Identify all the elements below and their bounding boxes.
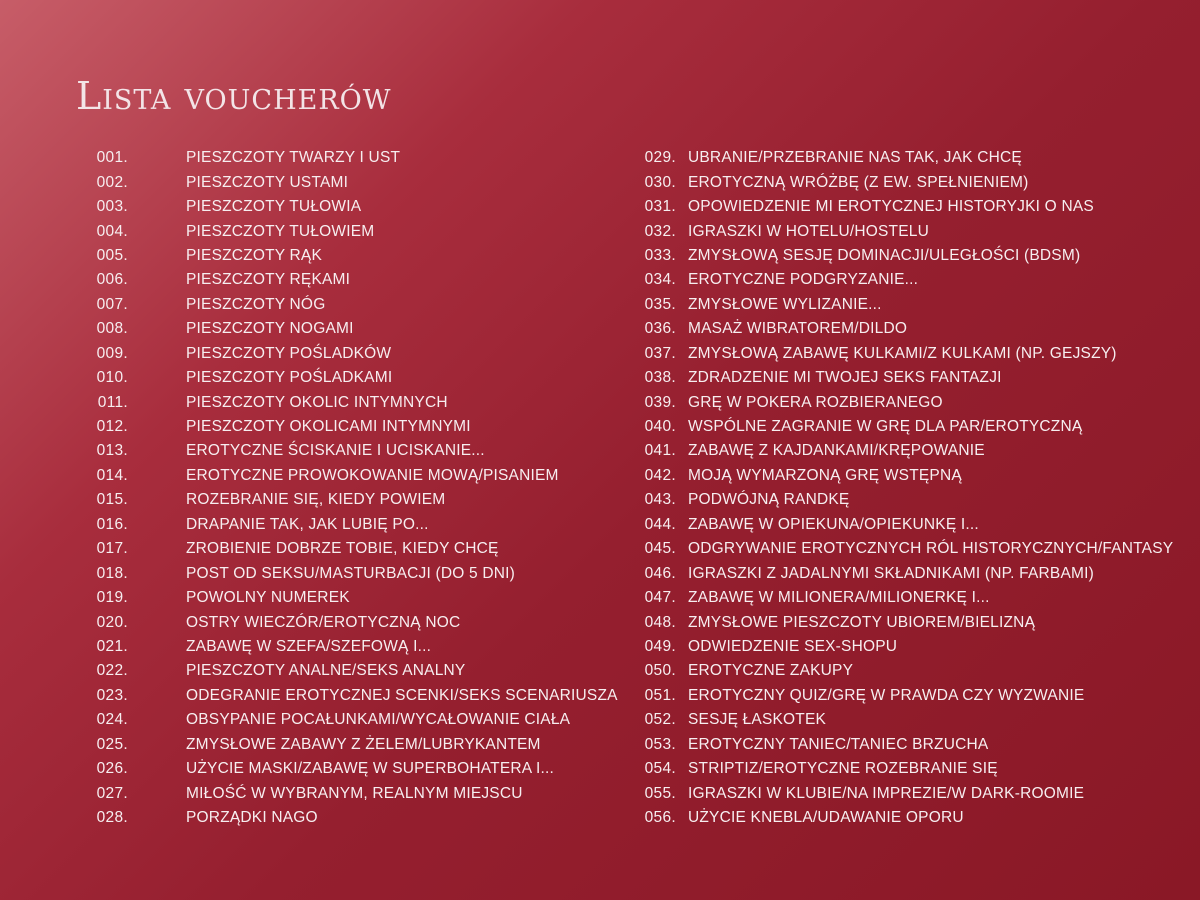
voucher-number: 025. bbox=[96, 735, 128, 753]
voucher-list-right bbox=[618, 146, 1173, 830]
voucher-number: 050. bbox=[644, 662, 676, 680]
voucher-number: 014. bbox=[96, 466, 128, 484]
voucher-list-left bbox=[70, 146, 618, 830]
voucher-number: 031. bbox=[644, 198, 676, 216]
voucher-text: ZABAWĘ W SZEFA/SZEFOWĄ I... bbox=[186, 637, 432, 655]
voucher-list-item bbox=[70, 366, 618, 390]
voucher-text: PIESZCZOTY OKOLIC INTYMNYCH bbox=[186, 393, 448, 411]
voucher-list-item bbox=[70, 439, 618, 463]
voucher-text: ZDRADZENIE MI TWOJEJ SEKS FANTAZJI bbox=[688, 369, 1002, 387]
voucher-number: 029. bbox=[644, 149, 676, 167]
voucher-text: PIESZCZOTY TUŁOWIEM bbox=[186, 222, 375, 240]
voucher-list-item bbox=[618, 170, 1173, 194]
voucher-list-item bbox=[618, 195, 1173, 219]
voucher-text: ZROBIENIE DOBRZE TOBIE, KIEDY CHCĘ bbox=[186, 540, 499, 558]
voucher-text: PIESZCZOTY USTAMI bbox=[186, 173, 349, 191]
voucher-list-item bbox=[70, 684, 618, 708]
voucher-number: 055. bbox=[644, 784, 676, 802]
voucher-number: 026. bbox=[96, 760, 128, 778]
voucher-number: 051. bbox=[644, 686, 676, 704]
voucher-number: 024. bbox=[96, 711, 128, 729]
voucher-text: PIESZCZOTY ANALNE/SEKS ANALNY bbox=[186, 662, 466, 680]
voucher-number: 009. bbox=[96, 344, 128, 362]
voucher-text: ZABAWĘ Z KAJDANKAMI/KRĘPOWANIE bbox=[688, 442, 985, 460]
voucher-list-item bbox=[70, 708, 618, 732]
voucher-text: ROZEBRANIE SIĘ, KIEDY POWIEM bbox=[186, 491, 446, 509]
voucher-text: ZMYSŁOWE ZABAWY Z ŻELEM/LUBRYKANTEM bbox=[186, 735, 541, 753]
voucher-list-item bbox=[618, 733, 1173, 757]
voucher-number: 007. bbox=[96, 295, 128, 313]
voucher-text: UŻYCIE MASKI/ZABAWĘ W SUPERBOHATERA I... bbox=[186, 760, 554, 778]
voucher-list-item bbox=[618, 806, 1173, 830]
voucher-number: 043. bbox=[644, 491, 676, 509]
voucher-list-item bbox=[618, 366, 1173, 390]
voucher-number: 039. bbox=[644, 393, 676, 411]
voucher-list-item bbox=[618, 586, 1173, 610]
voucher-text: IGRASZKI Z JADALNYMI SKŁADNIKAMI (NP. FARBAMI) bbox=[688, 564, 1094, 582]
voucher-number: 021. bbox=[96, 637, 128, 655]
voucher-list-item bbox=[70, 488, 618, 512]
voucher-list-item bbox=[618, 659, 1173, 683]
voucher-number: 040. bbox=[644, 418, 676, 436]
voucher-text: ZABAWĘ W MILIONERA/MILIONERKĘ I... bbox=[688, 589, 990, 607]
voucher-text: ODGRYWANIE EROTYCZNYCH RÓL HISTORYCZNYCH/FANTASY bbox=[688, 540, 1174, 558]
voucher-text: EROTYCZNY TANIEC/TANIEC BRZUCHA bbox=[688, 735, 989, 753]
voucher-text: PORZĄDKI NAGO bbox=[186, 809, 318, 827]
voucher-number: 030. bbox=[644, 173, 676, 191]
voucher-list-item bbox=[618, 439, 1173, 463]
voucher-text: SESJĘ ŁASKOTEK bbox=[688, 711, 827, 729]
voucher-list-item bbox=[70, 342, 618, 366]
voucher-list-item bbox=[618, 610, 1173, 634]
voucher-text: EROTYCZNE PODGRYZANIE... bbox=[688, 271, 919, 289]
voucher-text: EROTYCZNE ZAKUPY bbox=[688, 662, 854, 680]
voucher-list-item bbox=[70, 268, 618, 292]
voucher-number: 053. bbox=[644, 735, 676, 753]
voucher-list-item bbox=[70, 219, 618, 243]
voucher-number: 004. bbox=[96, 222, 128, 240]
voucher-list-item bbox=[70, 757, 618, 781]
voucher-number: 038. bbox=[644, 369, 676, 387]
voucher-list-item bbox=[70, 561, 618, 585]
voucher-text: ZABAWĘ W OPIEKUNA/OPIEKUNKĘ I... bbox=[688, 515, 979, 533]
voucher-number: 047. bbox=[644, 589, 676, 607]
voucher-number: 018. bbox=[96, 564, 128, 582]
voucher-list-item bbox=[70, 293, 618, 317]
voucher-text: OPOWIEDZENIE MI EROTYCZNEJ HISTORYJKI O NAS bbox=[688, 198, 1094, 216]
voucher-number: 013. bbox=[96, 442, 128, 460]
voucher-text: ZMYSŁOWĄ SESJĘ DOMINACJI/ULEGŁOŚCI (BDSM) bbox=[688, 246, 1081, 264]
voucher-number: 056. bbox=[644, 809, 676, 827]
voucher-list-item bbox=[70, 586, 618, 610]
voucher-number: 044. bbox=[644, 515, 676, 533]
page-title: Lista voucherów bbox=[76, 74, 392, 118]
voucher-number: 042. bbox=[644, 466, 676, 484]
voucher-text: ZMYSŁOWĄ ZABAWĘ KULKAMI/Z KULKAMI (NP. GEJSZY) bbox=[688, 344, 1117, 362]
voucher-number: 012. bbox=[96, 418, 128, 436]
voucher-list-item bbox=[618, 561, 1173, 585]
voucher-number: 019. bbox=[96, 589, 128, 607]
voucher-number: 001. bbox=[96, 149, 128, 167]
voucher-list-item bbox=[618, 244, 1173, 268]
voucher-number: 010. bbox=[96, 369, 128, 387]
voucher-list-item bbox=[618, 415, 1173, 439]
voucher-text: IGRASZKI W KLUBIE/NA IMPREZIE/W DARK-ROOMIE bbox=[688, 784, 1085, 802]
voucher-number: 016. bbox=[96, 515, 128, 533]
voucher-number: 005. bbox=[96, 246, 128, 264]
voucher-list-item bbox=[618, 342, 1173, 366]
voucher-number: 035. bbox=[644, 295, 676, 313]
voucher-text: EROTYCZNE ŚCISKANIE I UCISKANIE... bbox=[186, 442, 485, 460]
voucher-text: PODWÓJNĄ RANDKĘ bbox=[688, 491, 850, 509]
voucher-list-item bbox=[70, 781, 618, 805]
voucher-number: 045. bbox=[644, 540, 676, 558]
voucher-text: EROTYCZNE PROWOKOWANIE MOWĄ/PISANIEM bbox=[186, 466, 559, 484]
voucher-list-item bbox=[70, 659, 618, 683]
voucher-number: 034. bbox=[644, 271, 676, 289]
voucher-text: PIESZCZOTY NOGAMI bbox=[186, 320, 354, 338]
voucher-number: 049. bbox=[644, 637, 676, 655]
voucher-text: MIŁOŚĆ W WYBRANYM, REALNYM MIEJSCU bbox=[186, 784, 523, 802]
voucher-text: PIESZCZOTY OKOLICAMI INTYMNYMI bbox=[186, 418, 471, 436]
voucher-list-item bbox=[618, 390, 1173, 414]
voucher-text: ZMYSŁOWE WYLIZANIE... bbox=[688, 295, 882, 313]
voucher-list-item bbox=[618, 317, 1173, 341]
voucher-list-item bbox=[70, 464, 618, 488]
voucher-list-item bbox=[70, 513, 618, 537]
voucher-number: 008. bbox=[96, 320, 128, 338]
voucher-list-item bbox=[70, 733, 618, 757]
voucher-number: 006. bbox=[96, 271, 128, 289]
voucher-number: 011. bbox=[97, 393, 128, 411]
voucher-number: 022. bbox=[96, 662, 128, 680]
voucher-list-item bbox=[70, 415, 618, 439]
voucher-list-item bbox=[70, 537, 618, 561]
voucher-text: UBRANIE/PRZEBRANIE NAS TAK, JAK CHCĘ bbox=[688, 149, 1022, 167]
voucher-number: 028. bbox=[96, 809, 128, 827]
voucher-list-item bbox=[618, 635, 1173, 659]
voucher-text: POWOLNY NUMEREK bbox=[186, 589, 350, 607]
voucher-text: ZMYSŁOWE PIESZCZOTY UBIOREM/BIELIZNĄ bbox=[688, 613, 1036, 631]
voucher-list-item bbox=[618, 464, 1173, 488]
voucher-text: IGRASZKI W HOTELU/HOSTELU bbox=[688, 222, 929, 240]
voucher-list-item bbox=[618, 513, 1173, 537]
voucher-number: 032. bbox=[644, 222, 676, 240]
voucher-text: OSTRY WIECZÓR/EROTYCZNĄ NOC bbox=[186, 613, 461, 631]
voucher-text: PIESZCZOTY TUŁOWIA bbox=[186, 198, 362, 216]
voucher-text: PIESZCZOTY POŚLADKÓW bbox=[186, 344, 392, 362]
voucher-list-item bbox=[70, 195, 618, 219]
voucher-text: MASAŻ WIBRATOREM/DILDO bbox=[688, 320, 908, 338]
voucher-text: OBSYPANIE POCAŁUNKAMI/WYCAŁOWANIE CIAŁA bbox=[186, 711, 571, 729]
voucher-number: 046. bbox=[644, 564, 676, 582]
voucher-list-item bbox=[618, 293, 1173, 317]
voucher-text: PIESZCZOTY RĘKAMI bbox=[186, 271, 351, 289]
voucher-list-item bbox=[70, 390, 618, 414]
voucher-number: 002. bbox=[96, 173, 128, 191]
voucher-text: PIESZCZOTY NÓG bbox=[186, 295, 326, 313]
voucher-list-item bbox=[70, 610, 618, 634]
voucher-number: 048. bbox=[644, 613, 676, 631]
voucher-text: WSPÓLNE ZAGRANIE W GRĘ DLA PAR/EROTYCZNĄ bbox=[688, 418, 1083, 436]
voucher-number: 052. bbox=[644, 711, 676, 729]
voucher-number: 036. bbox=[644, 320, 676, 338]
voucher-number: 041. bbox=[644, 442, 676, 460]
voucher-text: PIESZCZOTY POŚLADKAMI bbox=[186, 369, 393, 387]
voucher-list-item bbox=[618, 708, 1173, 732]
voucher-text: ODEGRANIE EROTYCZNEJ SCENKI/SEKS SCENARIUSZA bbox=[186, 686, 618, 704]
voucher-list-item bbox=[70, 317, 618, 341]
voucher-text: ODWIEDZENIE SEX-SHOPU bbox=[688, 637, 898, 655]
voucher-list-item bbox=[618, 488, 1173, 512]
voucher-list-item bbox=[70, 635, 618, 659]
voucher-text: DRAPANIE TAK, JAK LUBIĘ PO... bbox=[186, 515, 429, 533]
voucher-list-item bbox=[618, 684, 1173, 708]
voucher-text: PIESZCZOTY RĄK bbox=[186, 246, 323, 264]
voucher-number: 054. bbox=[644, 760, 676, 778]
voucher-text: GRĘ W POKERA ROZBIERANEGO bbox=[688, 393, 943, 411]
voucher-list-item bbox=[70, 806, 618, 830]
voucher-text: EROTYCZNY QUIZ/GRĘ W PRAWDA CZY WYZWANIE bbox=[688, 686, 1085, 704]
voucher-number: 033. bbox=[644, 246, 676, 264]
voucher-text: POST OD SEKSU/MASTURBACJI (DO 5 DNI) bbox=[186, 564, 516, 582]
voucher-list-item bbox=[618, 268, 1173, 292]
voucher-list-item bbox=[70, 244, 618, 268]
voucher-list-item bbox=[70, 170, 618, 194]
voucher-text: EROTYCZNĄ WRÓŻBĘ (Z EW. SPEŁNIENIEM) bbox=[688, 173, 1029, 191]
voucher-list-item bbox=[618, 781, 1173, 805]
voucher-text: STRIPTIZ/EROTYCZNE ROZEBRANIE SIĘ bbox=[688, 760, 998, 778]
voucher-number: 017. bbox=[96, 540, 128, 558]
voucher-number: 003. bbox=[96, 198, 128, 216]
voucher-list-item bbox=[618, 219, 1173, 243]
voucher-list-item bbox=[70, 146, 618, 170]
voucher-text: PIESZCZOTY TWARZY I UST bbox=[186, 149, 401, 167]
voucher-number: 023. bbox=[96, 686, 128, 704]
voucher-number: 027. bbox=[96, 784, 128, 802]
voucher-text: UŻYCIE KNEBLA/UDAWANIE OPORU bbox=[688, 809, 964, 827]
voucher-number: 015. bbox=[96, 491, 128, 509]
voucher-number: 020. bbox=[96, 613, 128, 631]
voucher-text: MOJĄ WYMARZONĄ GRĘ WSTĘPNĄ bbox=[688, 466, 962, 484]
voucher-list-item bbox=[618, 537, 1173, 561]
voucher-list-item bbox=[618, 146, 1173, 170]
voucher-number: 037. bbox=[644, 344, 676, 362]
voucher-list-item bbox=[618, 757, 1173, 781]
